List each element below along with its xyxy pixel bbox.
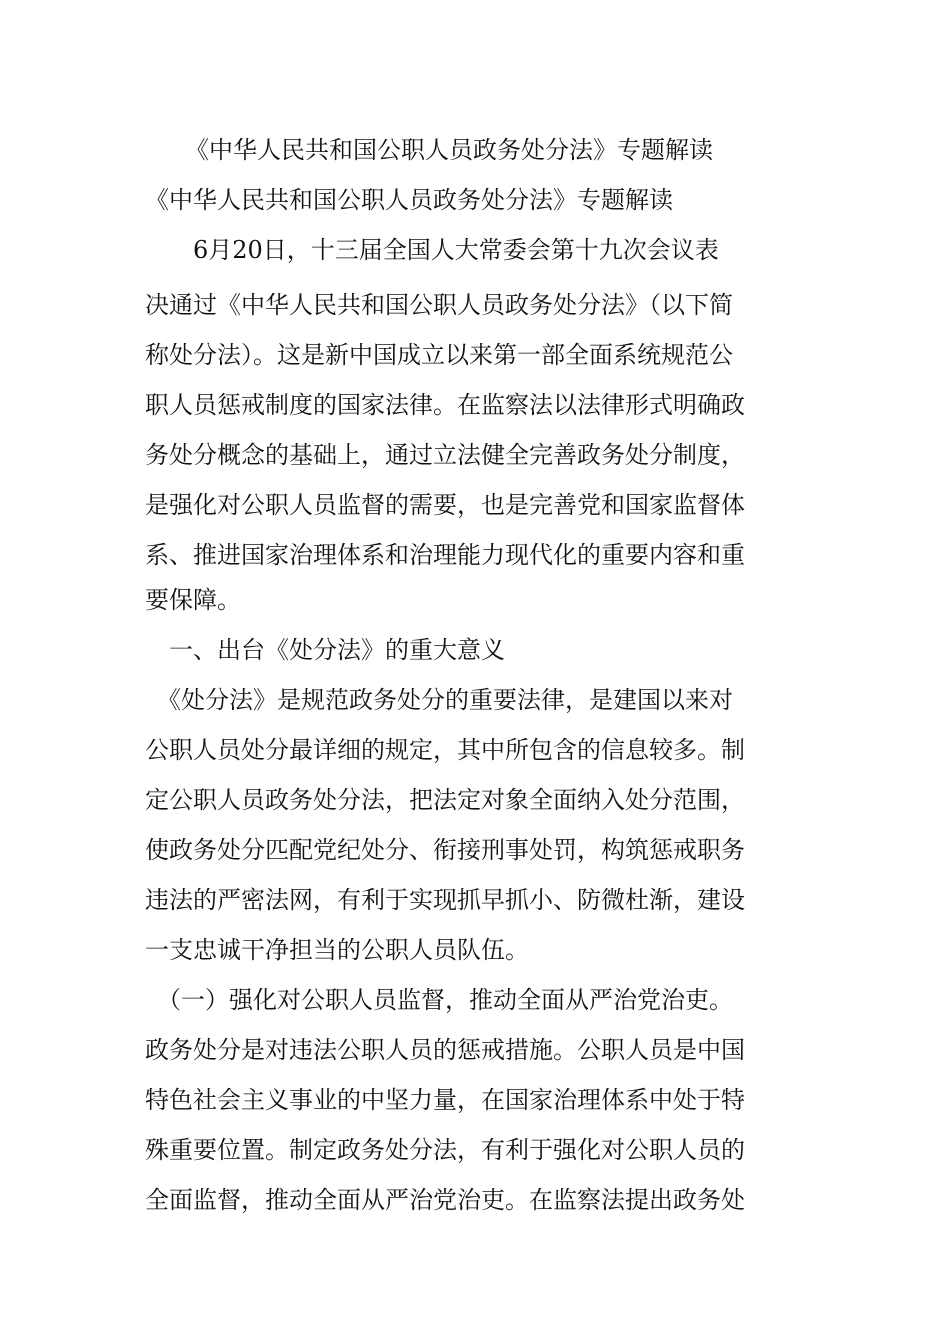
body-line: 是强化对公职人员监督的需要，也是完善党和国家监督体 bbox=[145, 491, 745, 519]
body-line: 称处分法）。这是新中国成立以来第一部全面系统规范公 bbox=[145, 341, 733, 369]
body-line: 务处分概念的基础上，通过立法健全完善政务处分制度， bbox=[145, 441, 745, 469]
body-line: 职人员惩戒制度的国家法律。在监察法以法律形式明确政 bbox=[145, 391, 745, 419]
body-line: 决通过《中华人民共和国公职人员政务处分法》（以下简 bbox=[145, 291, 733, 319]
body-line: 殊重要位置。制定政务处分法，有利于强化对公职人员的 bbox=[145, 1136, 745, 1164]
body-line: 全面监督，推动全面从严治党治吏。在监察法提出政务处 bbox=[145, 1186, 745, 1214]
body-line: 特色社会主义事业的中坚力量，在国家治理体系中处于特 bbox=[145, 1086, 745, 1114]
body-line: 要保障。 bbox=[145, 586, 241, 614]
section-heading: 一、出台《处分法》的重大意义 bbox=[145, 636, 505, 664]
body-line: 使政务处分匹配党纪处分、衔接刑事处罚，构筑惩戒职务 bbox=[145, 836, 745, 864]
body-line: 定公职人员政务处分法，把法定对象全面纳入处分范围， bbox=[145, 786, 745, 814]
body-line: 6月20日，十三届全国人大常委会第十九次会议表 bbox=[145, 236, 719, 264]
body-line: 《处分法》是规范政务处分的重要法律，是建国以来对 bbox=[145, 686, 733, 714]
document-title-repeat: 《中华人民共和国公职人员政务处分法》专题解读 bbox=[145, 186, 673, 214]
subsection-heading: （一）强化对公职人员监督，推动全面从严治党治吏。 bbox=[145, 986, 733, 1014]
document-title: 《中华人民共和国公职人员政务处分法》专题解读 bbox=[185, 136, 713, 164]
body-line: 系、推进国家治理体系和治理能力现代化的重要内容和重 bbox=[145, 541, 745, 569]
body-line: 政务处分是对违法公职人员的惩戒措施。公职人员是中国 bbox=[145, 1036, 745, 1064]
body-line: 公职人员处分最详细的规定，其中所包含的信息较多。制 bbox=[145, 736, 745, 764]
body-line: 一支忠诚干净担当的公职人员队伍。 bbox=[145, 936, 529, 964]
body-line: 违法的严密法网，有利于实现抓早抓小、防微杜渐，建设 bbox=[145, 886, 745, 914]
